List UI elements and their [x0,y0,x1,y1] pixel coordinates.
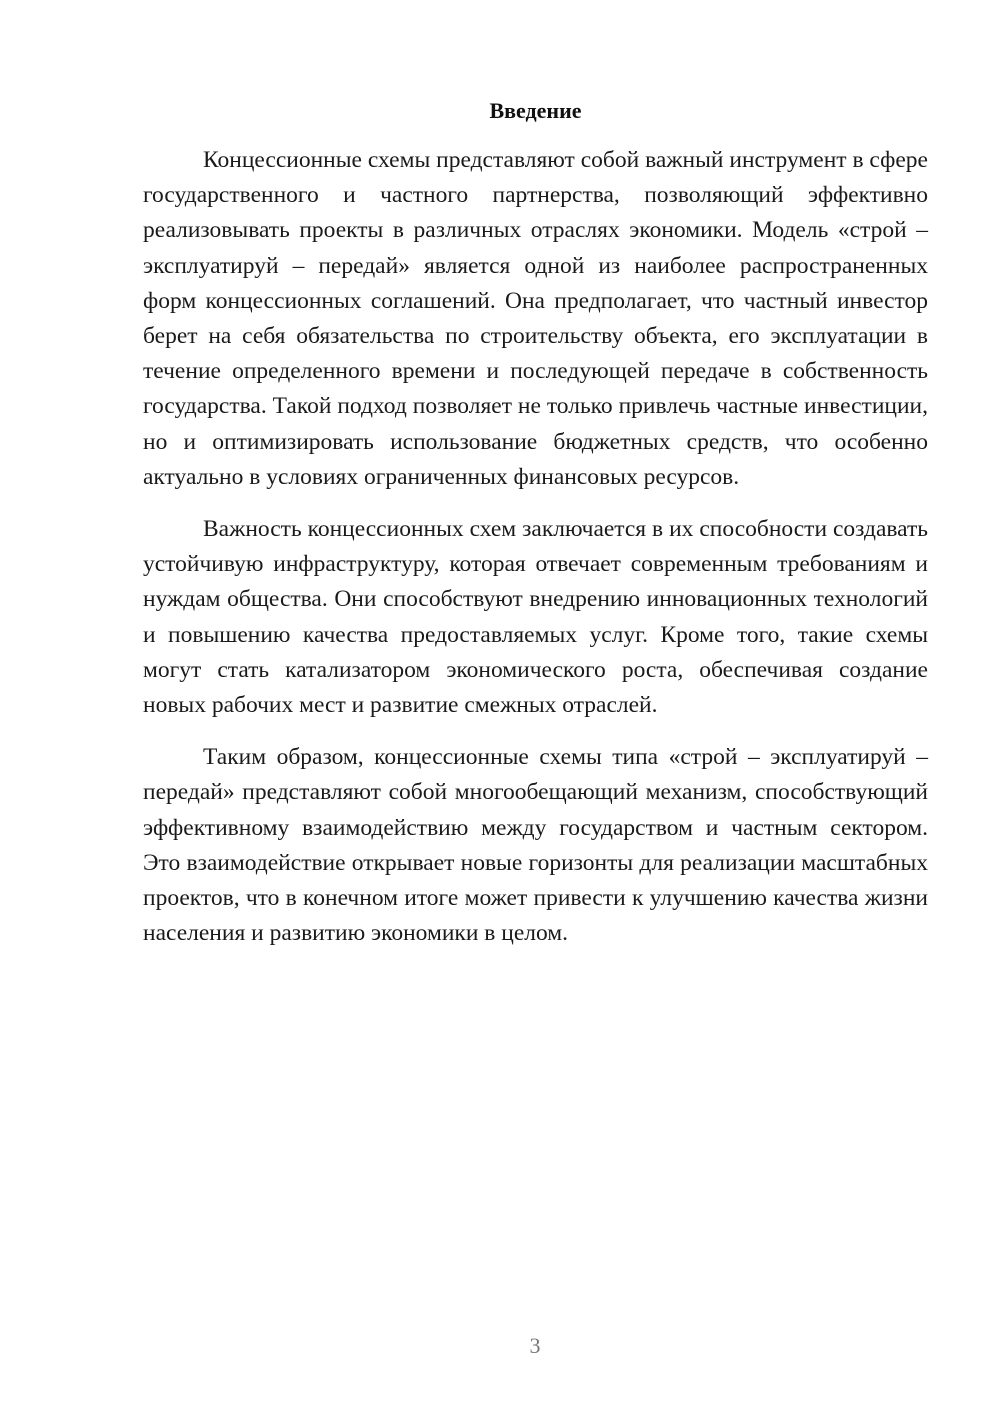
page-number: 3 [529,1333,541,1358]
document-body [143,143,928,951]
paragraph-2: Важность концессионных схем заключается в их способности создавать устойчивую инфраструктуру, которая отвечает современным требованиям и нуждам общества. Они способствуют внедрению инновационных технологий и повышению качества предоставляемых услуг. Кроме того, такие схемы могут стать катализатором экономического роста, обеспечивая создание новых рабочих мест и развитие смежных отраслей. [143,516,928,719]
paragraph-3: Таким образом, концессионные схемы типа «строй – эксплуатируй – передай» представляют собой многообещающий механизм, способствующий эффективному взаимодействию между государством и частным сектором. Это взаимодействие открывает новые горизонты для реализации масштабных проектов, что в конечном итоге может привести к улучшению качества жизни населения и развитию экономики в целом. [143,744,928,947]
page-title: Введение [489,98,582,123]
paragraph-1: Концессионные схемы представляют собой важный инструмент в сфере государственного и частного партнерства, позволяющий эффективно реализовывать проекты в различных отраслях экономики. Модель «строй – эксплуатируй – передай» является одной из наиболее распространенных форм концессионных соглашений. Она предполагает, что частный инвестор берет на себя обязательства по строительству объекта, его эксплуатации в течение определенного времени и последующей передаче в собственность государства. Такой подход позволяет не только привлечь частные инвестиции, но и оптимизировать использование бюджетных средств, что особенно актуально в условиях ограниченных финансовых ресурсов. [143,147,928,490]
